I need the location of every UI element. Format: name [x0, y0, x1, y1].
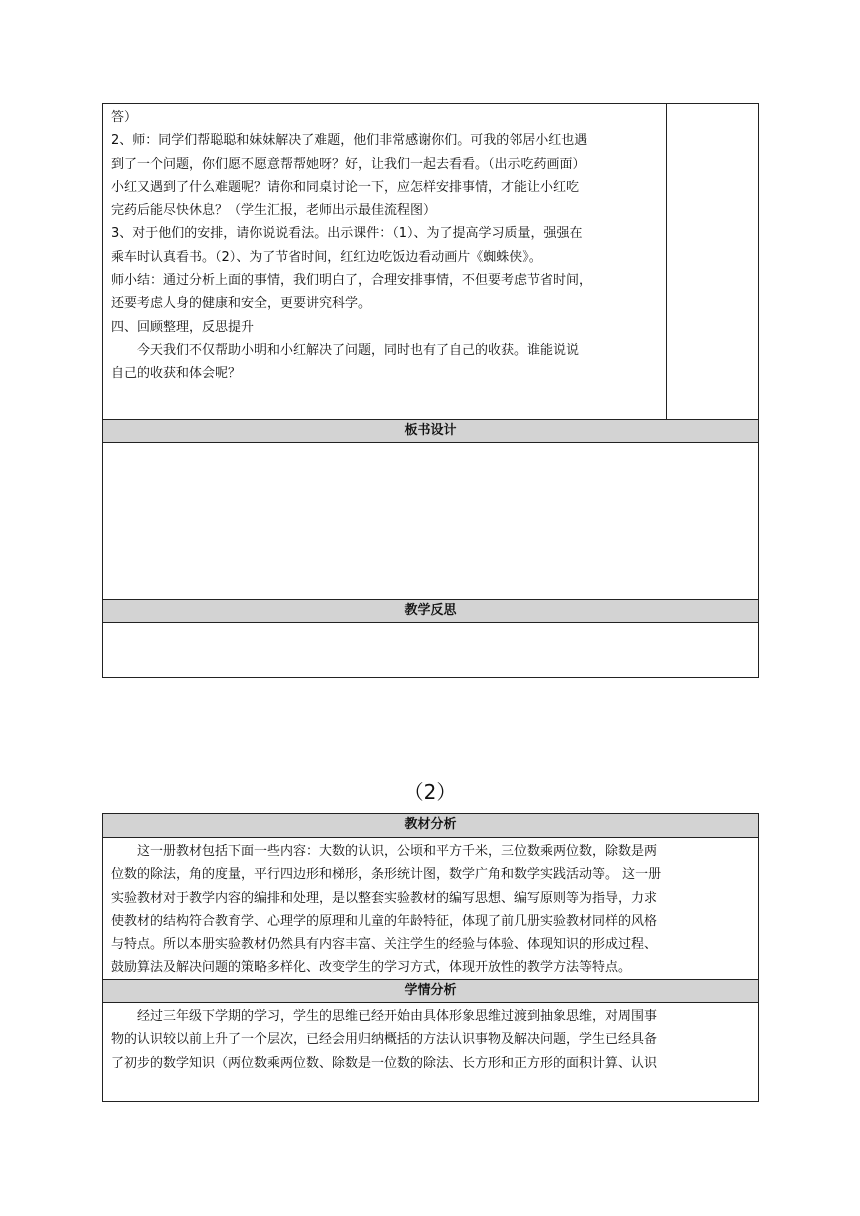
- text-line: 使教材的结构符合教育学、心理学的原理和儿童的年龄特征，体现了前几册实验教材同样的风格: [111, 913, 658, 929]
- text-line: 到了一个问题，你们愿不愿意帮帮她呀？好，让我们一起去看看。（出示吃药画面）: [111, 156, 586, 172]
- text-line: 完药后能尽快休息？（学生汇报，老师出示最佳流程图）: [111, 203, 437, 219]
- teaching-reflection-header: 教学反思: [103, 599, 758, 623]
- text-line: 鼓励算法及解决问题的策略多样化、改变学生的学习方式，体现开放性的教学方法等特点。: [111, 960, 632, 976]
- text-line: 还要考虑人身的健康和安全，更要讲究科学。: [111, 296, 372, 312]
- section-number: （2）: [403, 780, 457, 804]
- text-line: 自己的收获和体会呢？: [111, 366, 242, 382]
- text-line: 小红又遇到了什么难题呢？请你和同桌讨论一下，应怎样安排事情，才能让小红吃: [111, 179, 580, 195]
- text-line: 与特点。所以本册实验教材仍然具有内容丰富、关注学生的经验与体验、体现知识的形成过程、: [111, 937, 658, 953]
- text-line: 这一册教材包括下面一些内容：大数的认识，公顷和平方千米，三位数乘两位数，除数是两: [137, 844, 658, 859]
- material-analysis-cell: [103, 838, 758, 979]
- text-line: 四、回顾整理，反思提升: [111, 319, 255, 335]
- text-line: 2、师：同学们帮聪聪和妹妹解决了难题，他们非常感谢你们。可我的邻居小红也遇: [111, 133, 588, 149]
- text-line: 乘车时认真看书。（2）、为了节省时间，红红边吃饭边看动画片《蜘蛛侠》。: [111, 249, 542, 265]
- board-design-cell: [103, 443, 758, 599]
- lesson-procedure-cell: [103, 104, 666, 419]
- text-line: 经过三年级下学期的学习，学生的思维已经开始由具体形象思维过渡到抽象思维，对周围事: [137, 1009, 658, 1024]
- material-analysis-header: 教材分析: [103, 814, 758, 838]
- student-analysis-header: 学情分析: [103, 979, 758, 1003]
- text-line: 物的认识较以前上升了一个层次，已经会用归纳概括的方法认识事物及解决问题，学生已经具备: [111, 1032, 658, 1048]
- text-line: 师小结：通过分析上面的事情，我们明白了，合理安排事情，不但要考虑节省时间，: [111, 273, 593, 289]
- text-line: 了初步的数学知识（两位数乘两位数、除数是一位数的除法、长方形和正方形的面积计算、认识: [111, 1055, 658, 1071]
- board-design-header: 板书设计: [103, 419, 758, 443]
- text-line: 3、对于他们的安排，请你说说看法。出示课件：（1）、为了提高学习质量，强强在: [111, 226, 583, 242]
- teaching-reflection-cell: [103, 623, 758, 677]
- text-line: 位数的除法，角的度量，平行四边形和梯形，条形统计图，数学广角和数学实践活动等。 这一册: [111, 867, 662, 883]
- student-analysis-cell: [103, 1003, 758, 1101]
- text-line: 今天我们不仅帮助小明和小红解决了问题，同时也有了自己的收获。谁能说说: [137, 342, 580, 358]
- text-line: 实验教材对于教学内容的编排和处理，是以整套实验教材的编写思想、编写原则等为指导，力求: [111, 890, 658, 906]
- text-line: 答）: [111, 110, 138, 125]
- analysis-table: [102, 813, 759, 1102]
- notes-column: [666, 104, 758, 419]
- lesson-table: [102, 103, 759, 678]
